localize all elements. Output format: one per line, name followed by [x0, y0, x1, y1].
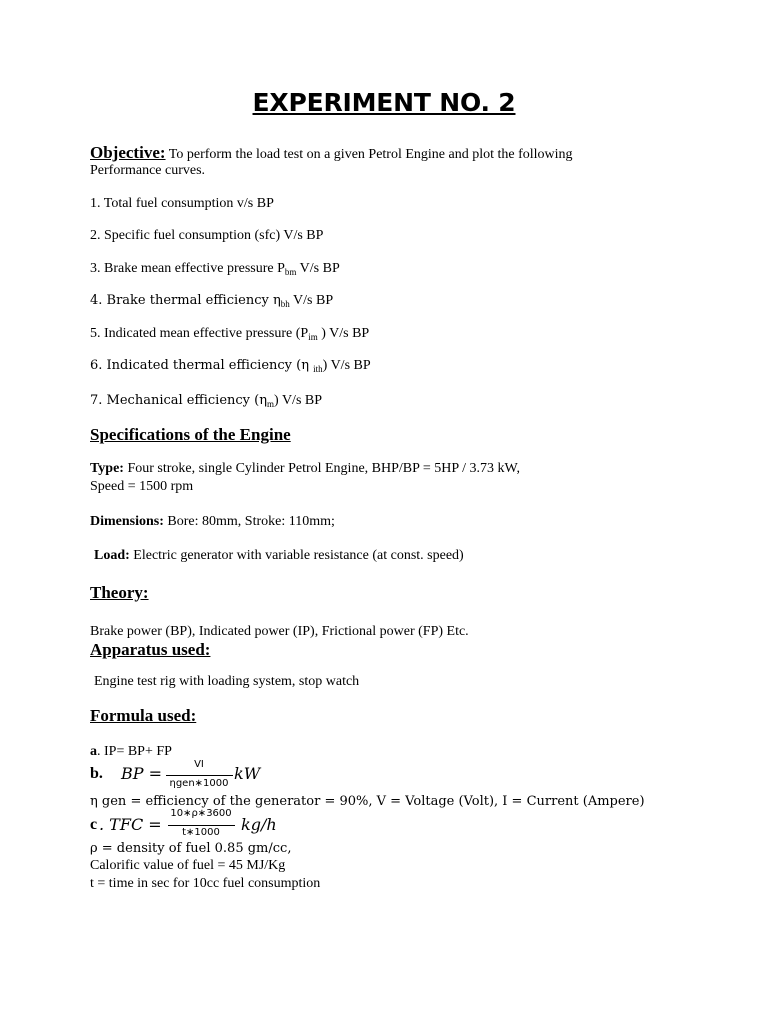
theory-text: Brake power (BP), Indicated power (IP), Frictional power (FP) Etc.	[90, 624, 469, 639]
formula-c-lhs: . TFC =	[99, 815, 162, 834]
curve-item: 2. Specific fuel consumption (sfc) V/s BP	[90, 228, 324, 243]
formula-c-numerator: 10∗ρ∗3600	[170, 808, 232, 819]
eta-gen-note: η gen = efficiency of the generator = 90%, V = Voltage (Volt), I = Current (Ampere)	[90, 794, 645, 809]
objective-line	[90, 144, 573, 163]
formula-b-numerator: VI	[194, 759, 204, 770]
curve-item: 1. Total fuel consumption v/s BP	[90, 196, 274, 211]
formula-b-fraction-bar	[166, 775, 233, 776]
objective-text-continued: Performance curves.	[90, 163, 206, 178]
formula-c-label: c	[90, 816, 98, 833]
objective-label: Objective:	[90, 143, 166, 162]
curve-item: 7. Mechanical efficiency $(\eta_m)$ V/s BP	[90, 393, 323, 409]
spec-type: Type: Four stroke, single Cylinder Petrol Engine, BHP/BP = 5HP / 3.73 kW,	[90, 461, 520, 476]
formula-b-label: b.	[90, 765, 103, 782]
rho-note: ρ = density of fuel 0.85 gm/cc,	[90, 841, 292, 856]
curve-item: 6. Indicated thermal efficiency (η $_{ith}$) V/s BP	[90, 358, 371, 374]
apparatus-heading: Apparatus used:	[90, 640, 211, 659]
formula-heading: Formula used:	[90, 706, 197, 725]
curve-item: 4. Brake thermal efficiency $\eta_{bh}$ V/s BP	[90, 293, 334, 309]
formula-c-unit: kg/h	[241, 815, 277, 834]
apparatus-text: Engine test rig with loading system, stop watch	[94, 674, 360, 689]
time-note: t = time in sec for 10cc fuel consumption	[90, 876, 321, 891]
curve-item: 5. Indicated mean effective pressure ($P_{im}$ ) V/s BP	[90, 326, 370, 342]
spec-dimensions: Dimensions: Bore: 80mm, Stroke: 110mm;	[90, 514, 335, 529]
spec-speed: Speed = 1500 rpm	[90, 479, 194, 494]
calorific-note: Calorific value of fuel = 45 MJ/Kg	[90, 858, 286, 873]
formula-c-fraction-bar	[168, 825, 235, 826]
formula-c-denominator: t∗1000	[182, 827, 220, 838]
formula-b-denominator: ηgen∗1000	[169, 778, 229, 789]
objective-text: To perform the load test on a given Petrol Engine and plot the following	[165, 147, 573, 162]
specifications-heading: Specifications of the Engine	[90, 425, 291, 444]
theory-heading: Theory:	[90, 583, 149, 602]
curve-item: 3. Brake mean effective pressure $P_{bm}$ V/s BP	[90, 261, 340, 277]
formula-b-lhs: BP =	[121, 764, 163, 783]
formula-b-unit: kW	[234, 764, 261, 783]
spec-load: Load: Electric generator with variable resistance (at const. speed)	[94, 548, 464, 563]
page-title: EXPERIMENT NO. 2	[252, 88, 516, 117]
formula-a: a. IP= BP+ FP	[90, 744, 172, 759]
